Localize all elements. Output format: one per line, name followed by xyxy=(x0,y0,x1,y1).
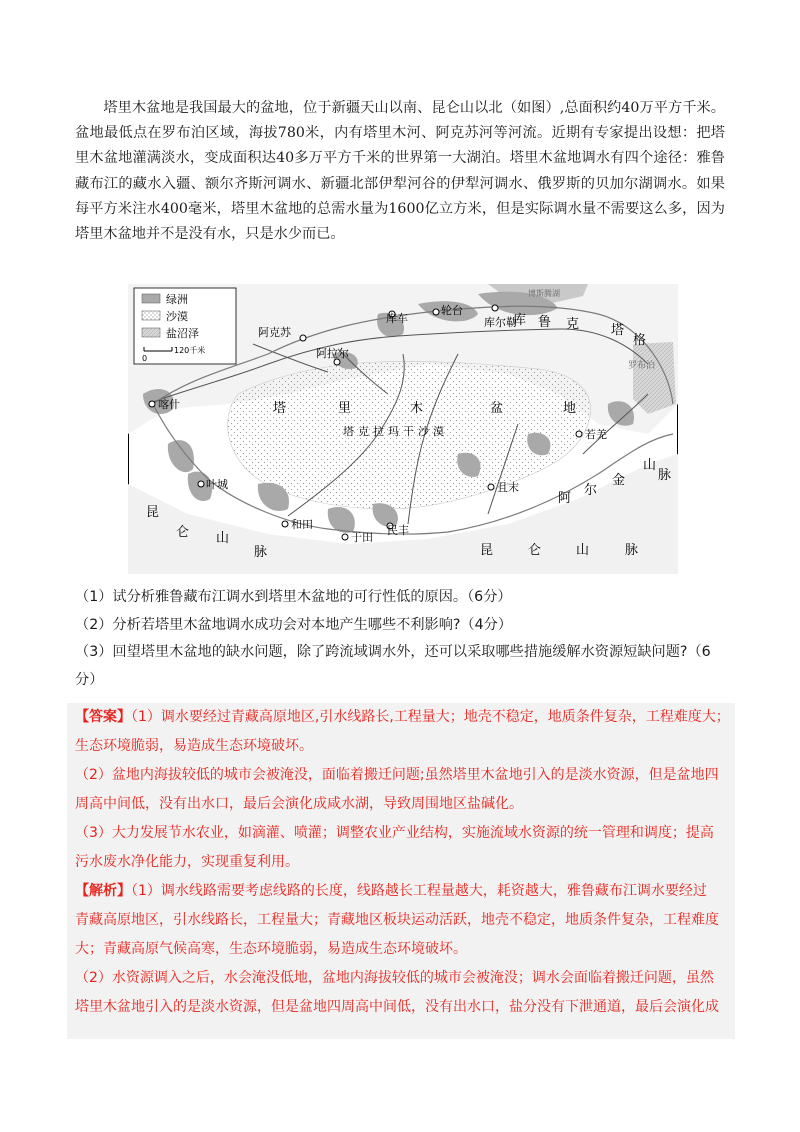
answer-3b: 污水废水净化能力，实现重复利用。 xyxy=(75,854,299,870)
city-kuqa: 库车 xyxy=(386,312,408,325)
tarim-basin-map xyxy=(128,284,678,574)
label-kunlun-e-2: 仑 xyxy=(528,543,542,558)
label-altun-2: 尔 xyxy=(584,483,598,498)
label-altun-5: 脉 xyxy=(658,468,672,483)
analysis-4: （2）水资源调入之后，水会淹没低地，盆地内海拔较低的城市会被淹没；调水会面临着搬迁问题，虽然 xyxy=(75,970,714,986)
answer-1a: （1）调水要经过青藏高原地区,引水线路长,工程量大；地壳不稳定，地质条件复杂，工程难度大； xyxy=(131,709,730,725)
city-yutian: 于田 xyxy=(351,531,373,544)
label-kunlun-e-4: 脉 xyxy=(625,543,639,558)
label-kunlun-w-2: 仑 xyxy=(176,525,190,540)
answer-2b: 周高中间低，没有出水口，最后会演化成咸水湖，导致周围地区盐碱化。 xyxy=(75,796,523,812)
legend-salt-marsh-swatch xyxy=(142,328,160,337)
analysis-tag: 【解析】 xyxy=(75,883,131,899)
label-kunlun-w-4: 脉 xyxy=(254,545,268,560)
label-basin-5: 地 xyxy=(563,401,577,416)
scale-zero: 0 xyxy=(142,354,148,363)
city-aksu: 阿克苏 xyxy=(258,326,291,339)
scale-label: 120千米 xyxy=(174,346,206,355)
answer-line-1 xyxy=(75,703,730,732)
legend-oasis-label: 绿洲 xyxy=(166,293,188,306)
city-alar: 阿拉尔 xyxy=(316,347,349,360)
label-kunlun-e-3: 山 xyxy=(576,543,590,558)
lop-nur-salt-marsh xyxy=(633,342,676,414)
intro-text: 塔里木盆地是我国最大的盆地，位于新疆天山以南、昆仑山以北（如图）,总面积约40万平方千米。盆地最低点在罗布泊区域，海拔780米，内有塔里木河、阿克苏河等河流。近期有专家提出设想：把塔里木盆地灌满淡水，变成面积达40多万平方千米的世界第一大湖泊。塔里木盆地调水有四个途径：雅鲁藏布江的藏水入疆、额尔齐斯河调水、新疆北部伊犁河谷的伊犁河调水、俄罗斯的贝加尔湖调水。如果每平方米注水400毫米，塔里木盆地的总需水量为1600亿立方米，但是实际调水量不需要这么多，因为塔里木盆地并不是没有水，只是水少而已。 xyxy=(75,100,725,243)
analysis-line-1 xyxy=(75,877,730,906)
label-basin-4: 盆 xyxy=(490,401,504,416)
question-1: （1）试分析雅鲁藏布江调水到塔里木盆地的可行性低的原因。（6分） xyxy=(75,589,512,605)
legend-desert-label: 沙漠 xyxy=(166,310,188,323)
analysis-5: 塔里木盆地引入的是淡水资源，但是盆地四周高中间低，没有出水口，盐分没有下泄通道，最后会演化成 xyxy=(75,999,719,1015)
answer-2a: （2）盆地内海拔较低的城市会被淹没，面临着搬迁问题;虽然塔里木盆地引入的是淡水资源，但是盆地四 xyxy=(75,767,719,783)
label-altun-4: 山 xyxy=(643,458,657,473)
label-taklimakan: 塔克拉玛干沙漠 xyxy=(343,425,448,438)
city-ruoqiang: 若羌 xyxy=(585,428,607,441)
city-kashgar: 喀什 xyxy=(158,398,180,411)
answer-3a: （3）大力发展节水农业，如滴灌、喷灌；调整农业产业结构，实施流域水资源的统一管理和调度；提高 xyxy=(75,825,714,841)
analysis-3: 大；青藏高原气候高寒，生态环境脆弱，易造成生态环境破坏。 xyxy=(75,941,467,957)
question-3-continued: 分） xyxy=(75,671,104,688)
legend-salt-marsh-label: 盐沼泽 xyxy=(166,327,199,340)
label-basin-2: 里 xyxy=(338,401,352,416)
label-kunlun-w-1: 昆 xyxy=(146,505,160,520)
intro-paragraph xyxy=(75,96,725,247)
answer-1b: 生态环境脆弱，易造成生态环境破坏。 xyxy=(75,738,313,754)
label-altun-3: 金 xyxy=(612,473,626,488)
answer-section xyxy=(75,703,730,1022)
analysis-1: （1）调水线路需要考虑线路的长度，线路越长工程量越大，耗资越大，雅鲁藏布江调水要经过 xyxy=(131,883,707,899)
label-kunlun-w-3: 山 xyxy=(216,531,230,546)
answer-tag: 【答案】 xyxy=(75,709,131,725)
label-basin-1: 塔 xyxy=(273,401,287,416)
label-kunlun-e-1: 昆 xyxy=(480,543,494,558)
label-altun-1: 阿 xyxy=(558,491,572,506)
city-yecheng: 叶城 xyxy=(206,478,228,491)
city-hotan: 和田 xyxy=(291,518,313,531)
label-basin-3: 木 xyxy=(410,401,424,416)
label-kuluk-2: 鲁 xyxy=(538,315,552,330)
label-kuluk-1: 库 xyxy=(513,313,527,328)
question-2: （2）分析若塔里木盆地调水成功会对本地产生哪些不利影响?（4分） xyxy=(75,616,513,633)
legend-oasis-swatch xyxy=(142,294,160,303)
legend-desert-swatch xyxy=(142,311,160,320)
city-minfeng: 民丰 xyxy=(387,524,409,537)
city-korla: 库尔勒 xyxy=(484,316,517,329)
city-qiemo: 且末 xyxy=(497,481,519,494)
map-legend xyxy=(134,288,236,364)
analysis-2: 青藏高原地区，引水线路长，工程量大；青藏地区板块运动活跃，地壳不稳定，地质条件复杂，工程难度 xyxy=(75,912,719,928)
label-kuluk-4: 塔 xyxy=(611,323,625,338)
label-kuluk-5: 格 xyxy=(633,333,647,348)
label-lake-top: 博斯腾湖 xyxy=(528,289,560,298)
label-lop-nur: 罗布泊 xyxy=(628,361,656,371)
label-kuluk-3: 克 xyxy=(566,317,580,332)
city-luntai: 轮台 xyxy=(441,304,463,317)
questions-section xyxy=(75,584,725,694)
question-3: （3）回望塔里木盆地的缺水问题，除了跨流域调水外，还可以采取哪些措施缓解水资源短缺问题?（6 xyxy=(75,644,711,660)
